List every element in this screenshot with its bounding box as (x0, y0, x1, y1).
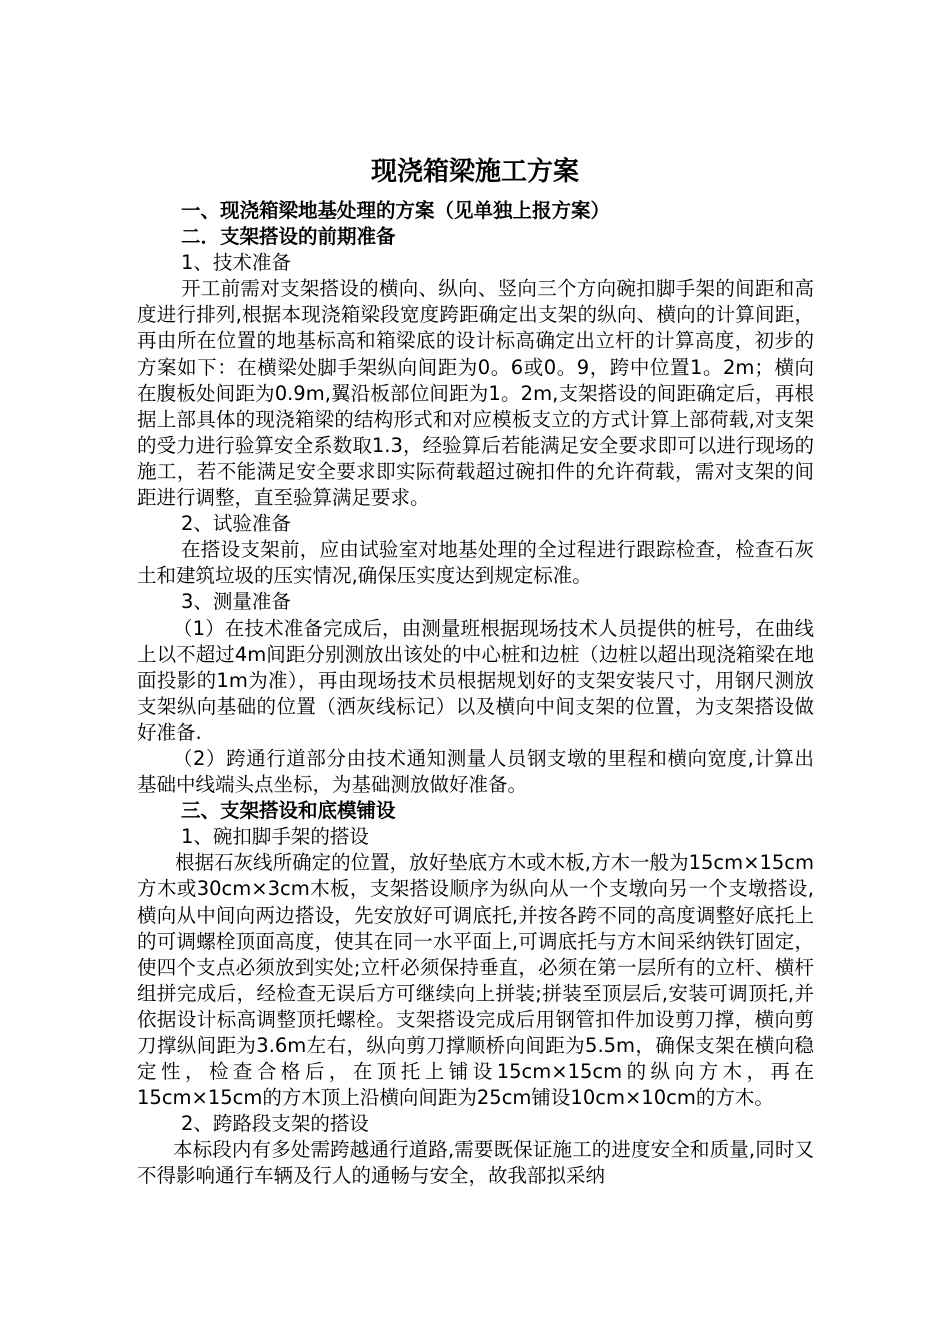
paragraph-survey-2: （2）跨通行道部分由技术通知测量人员钢支墩的里程和横向宽度,计算出基础中线端头点坐标，为基础测放做好准备。 (137, 746, 814, 797)
document-body (137, 198, 814, 1190)
document-title: 现浇箱梁施工方案 (370, 157, 579, 187)
paragraph-test-prep: 在搭设支架前，应由试验室对地基处理的全过程进行跟踪检查，检查石灰土和建筑垃圾的压实情况,确保压实度达到规定标准。 (137, 538, 814, 588)
subheading-road-span: 2、跨路段支架的搭设 (181, 1112, 369, 1136)
paragraph-scaffold: 根据石灰线所确定的位置，放好垫底方木或木板,方木一般为15cm×15cm方木或30cm×3cm木板，支架搭设顺序为纵向从一个支墩向另一个支墩搭设,横向从中间向两边搭设，先安放好可调底托,并按各跨不同的高度调整好底托上的可调螺栓顶面高度，使其在同一水平面上,可调底托与方木间采纳铁钉固定，使四个支点必须放到实处;立杆必须保持垂直，必须在第一层所有的立杆、横杆组拼完成后，经检查无误后方可继续向上拼装;拼装至顶层后,安装可调顶托,并依据设计标高调整顶托螺栓。支架搭设完成后用钢管扣件加设剪刀撑，横向剪刀撑纵间距为3.6m左右，纵向剪刀撑顺桥向间距为5.5m，确保支架在横向稳定性，检查合格后，在顶托上铺设15cm×15cm的纵向方木，再在15cm×15cm的方木顶上沿横向间距为25cm铺设10cm×10cm的方木。 (137, 851, 814, 1110)
subheading-survey-prep: 3、测量准备 (181, 590, 291, 614)
section-heading-1: 一、现浇箱梁地基处理的方案（见单独上报方案） (181, 199, 611, 222)
section-heading-3: 三、支架搭设和底模铺设 (181, 799, 396, 823)
subheading-test-prep: 2、试验准备 (181, 512, 291, 536)
paragraph-survey-1: （1）在技术准备完成后，由测量班根据现场技术人员提供的桩号，在曲线上以不超过4m间距分别测放出该处的中心桩和边桩（边桩以超出现浇箱梁在地面投影的1m为准），再由现场技术员根据规划好的支架安装尺寸，用钢尺测放支架纵向基础的位置（洒灰线标记）以及横向中间支架的位置，为支架搭设做好准备. (137, 616, 814, 744)
subheading-scaffold: 1、碗扣脚手架的搭设 (181, 825, 369, 849)
section-heading-2: 二．支架搭设的前期准备 (181, 225, 396, 249)
subheading-technical-prep: 1、技术准备 (181, 251, 291, 275)
paragraph-technical-prep: 开工前需对支架搭设的横向、纵向、竖向三个方向碗扣脚手架的间距和高度进行排列,根据本现浇箱梁段宽度跨距确定出支架的纵向、横向的计算间距，再由所在位置的地基标高和箱梁底的设计标高确定出立杆的计算高度，初步的方案如下：在横梁处脚手架纵向间距为0。6或0。9，跨中位置1。2m；横向在腹板处间距为0.9m,翼沿板部位间距为1。2m,支架搭设的间距确定后，再根据上部具体的现浇箱梁的结构形式和对应模板支立的方式计算上部荷载,对支架的受力进行验算安全系数取1.3，经验算后若能满足安全要求即可以进行现场的施工，若不能满足安全要求即实际荷载超过碗扣件的允许荷载，需对支架的间距进行调整，直至验算满足要求。 (137, 277, 814, 510)
paragraph-road-span: 本标段内有多处需跨越通行道路,需要既保证施工的进度安全和质量,同时又不得影响通行车辆及行人的通畅与安全，故我部拟采纳 (137, 1138, 814, 1188)
